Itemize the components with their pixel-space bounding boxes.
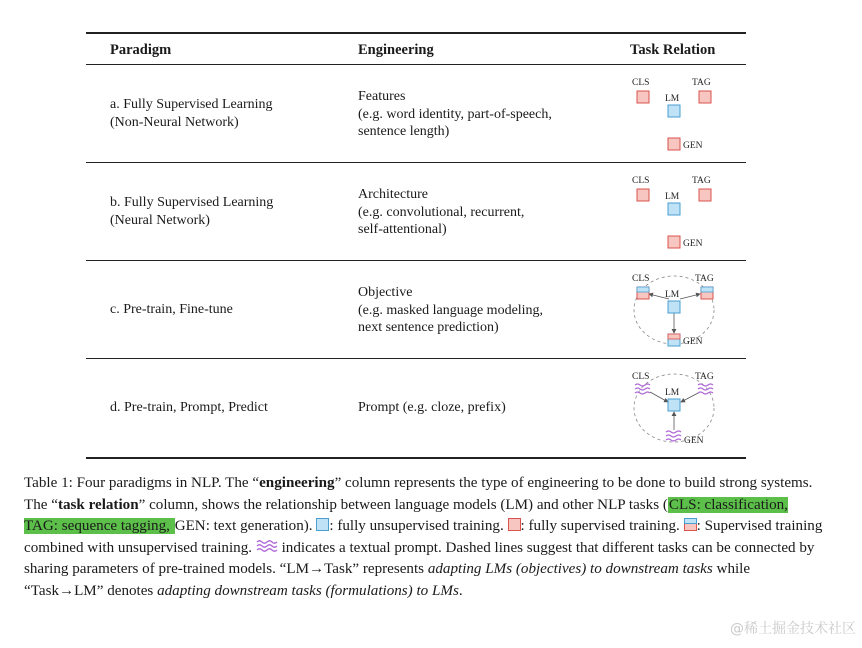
cls-supervised-square <box>637 189 649 201</box>
caption-text: . <box>458 582 463 599</box>
engineering-line: Objective <box>358 285 413 300</box>
paradigm-line: (Neural Network) <box>110 212 210 228</box>
caption-italic: adapting LMs (objectives) to downstream tasks <box>427 561 713 577</box>
caption-bold-engineering: engineering <box>259 475 335 491</box>
cls-supervised-square <box>637 91 649 103</box>
caption-text: ” column represents the type of engineering to be done to build strong systems. The “ <box>24 475 813 513</box>
engineering-cell <box>358 186 524 239</box>
paradigm-cell <box>110 399 268 417</box>
caption-text: : Supervised training combined with unsupervised training. <box>24 518 823 556</box>
paradigm-line: (Non-Neural Network) <box>110 114 239 130</box>
paradigm-cell <box>110 96 273 131</box>
caption-text: : fully supervised training. <box>520 518 684 534</box>
caption-text: ” column, shows the relationship between language models (LM) and other NLP tasks ( <box>138 496 668 513</box>
table-top-rule <box>86 32 746 34</box>
paradigm-cell <box>110 194 273 229</box>
lm-label: LM <box>665 94 680 104</box>
paradigm-line: c. Pre-train, Fine-tune <box>110 302 233 317</box>
caption-text: Table 1: Four paradigms in NLP. The “ <box>24 475 260 491</box>
lm-label: LM <box>665 290 680 300</box>
engineering-line: (e.g. masked language modeling, <box>358 302 544 318</box>
gen-prompt-wave-icon <box>666 431 681 441</box>
watermark: @稀土掘金技术社区 <box>730 621 856 637</box>
header-paradigm: Paradigm <box>110 42 172 58</box>
caption-text: while “Task→LM” denotes <box>24 561 751 599</box>
tag-label: TAG <box>692 176 711 186</box>
row-divider <box>86 162 746 163</box>
row-divider <box>86 358 746 359</box>
task-relation-diagram <box>620 70 730 162</box>
caption-text: GEN: text generation). <box>174 518 317 534</box>
task-relation-diagram <box>620 364 730 456</box>
paradigm-line: d. Pre-train, Prompt, Predict <box>110 400 268 415</box>
prompt-wave-icon <box>256 539 278 553</box>
gen-label: GEN <box>683 141 703 151</box>
cls-prompt-wave-icon <box>635 384 650 394</box>
supervised-square-icon <box>508 518 521 531</box>
paradigm-line: a. Fully Supervised Learning <box>110 97 273 112</box>
engineering-line: (e.g. convolutional, recurrent, <box>358 204 525 220</box>
engineering-line: sentence length) <box>358 124 450 139</box>
engineering-line: self-attentional) <box>358 222 447 237</box>
tag-supervised-square <box>699 91 711 103</box>
caption-italic: adapting downstream tasks (formulations) to LMs <box>157 582 459 599</box>
tag-label: TAG <box>695 372 714 382</box>
table-header-rule <box>86 64 746 65</box>
engineering-cell <box>358 284 543 337</box>
tag-label: TAG <box>695 274 714 284</box>
gen-supervised-square <box>668 236 680 248</box>
engineering-line: Architecture <box>358 187 428 202</box>
mixed-square-icon <box>684 518 697 531</box>
engineering-line: next sentence prediction) <box>358 320 499 335</box>
task-relation-diagram <box>620 266 730 358</box>
cls-label: CLS <box>632 78 650 88</box>
lm-unsupervised-square <box>668 399 680 411</box>
tag-supervised-square <box>699 189 711 201</box>
gen-supervised-square <box>668 138 680 150</box>
engineering-line: (e.g. word identity, part-of-speech, <box>358 106 552 122</box>
task-relation-diagram <box>620 168 730 260</box>
gen-label: GEN <box>683 239 703 249</box>
unsupervised-square-icon <box>316 518 329 531</box>
header-task-relation: Task Relation <box>630 42 716 58</box>
lm-label: LM <box>665 192 680 202</box>
engineering-line: Features <box>358 89 406 104</box>
paradigm-line: b. Fully Supervised Learning <box>110 195 274 210</box>
gen-label: GEN <box>683 337 703 347</box>
header-engineering: Engineering <box>358 42 434 58</box>
table-bottom-rule <box>86 457 746 459</box>
lm-unsupervised-square <box>668 105 680 117</box>
cls-label: CLS <box>632 274 650 284</box>
engineering-cell <box>358 88 552 141</box>
cls-label: CLS <box>632 176 650 186</box>
tag-label: TAG <box>692 78 711 88</box>
table-caption <box>24 473 824 602</box>
tag-prompt-wave-icon <box>698 384 713 394</box>
lm-unsupervised-square <box>668 203 680 215</box>
lm-unsupervised-square <box>668 301 680 313</box>
tag-to-lm-arrow <box>681 392 700 402</box>
caption-highlight: CLS: classification, TAG: sequence tagging, <box>24 496 788 534</box>
paradigm-cell <box>110 301 233 319</box>
caption-text: indicates a textual prompt. Dashed lines suggest that different tasks can be connected by sharing parameters of pre-trained models. “LM→Task” represents <box>24 539 815 577</box>
caption-bold-task-relation: task relation <box>57 496 139 513</box>
gen-label: GEN <box>684 436 704 446</box>
lm-to-tag-arrow <box>680 294 700 299</box>
row-divider <box>86 260 746 261</box>
caption-text: : fully unsupervised training. <box>329 518 508 534</box>
cls-label: CLS <box>632 372 650 382</box>
engineering-cell <box>358 399 506 417</box>
engineering-line: Prompt (e.g. cloze, prefix) <box>358 400 506 415</box>
lm-label: LM <box>665 388 680 398</box>
